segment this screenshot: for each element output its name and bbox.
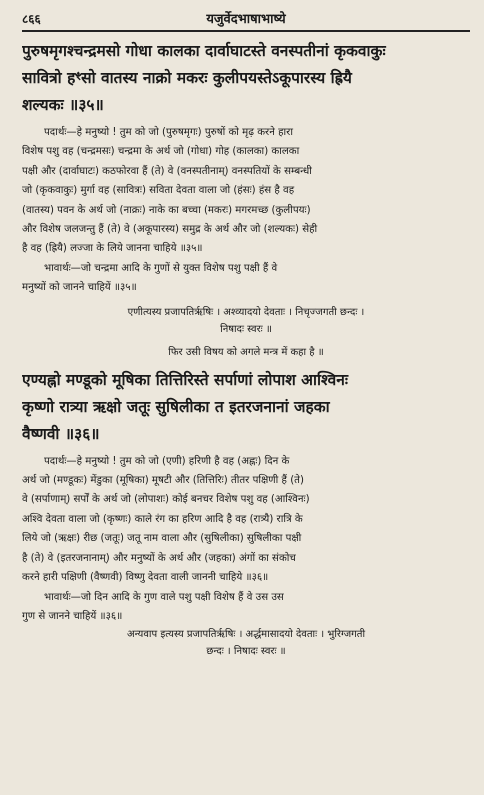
text-line: वे (सर्पाणाम्) सर्पों के अर्थ जो (लोपाशः) कोई बनचर विशेष पशु वह (आश्विनः) xyxy=(22,494,310,506)
page-header xyxy=(22,6,470,32)
text-line: पदार्थः—हे मनुष्यो ! तुम को जो (पुरुषमृगः) पुरुषों को मृढ़ करने हारा xyxy=(44,127,293,138)
text-line: पदार्थः—हे मनुष्यो ! तुम को जो (एणी) हरिणी है वह (अह्नः) दिन के xyxy=(44,455,290,467)
mantra-line: कृष्णो रात्र्या ऋक्षो जतूः सुषिलीका त इतरजनानां जहका xyxy=(22,397,330,416)
text-line: विशेष पशु वह (चन्द्रमसः) चन्द्रमा के अर्थ जो (गोधा) गोह (कालका) कालका xyxy=(22,146,300,158)
text-line: गुण से जानने चाहियें ॥३६॥ xyxy=(22,610,123,622)
svara-line: निषादः स्वरः ॥ xyxy=(220,323,272,335)
mantra-line: शल्यकः ॥३५॥ xyxy=(22,96,104,114)
text-line: मनुष्यों को जानने चाहियें ॥३५॥ xyxy=(22,282,137,294)
section-intro: फिर उसी विषय को अगले मन्त्र में कहा है ॥ xyxy=(168,346,324,358)
rishi-devata-line: एणीत्यस्य प्रजापतिर्ऋषिः । अश्व्यादयो देवताः । निचृज्जगती छन्दः । xyxy=(127,306,365,318)
mantra-line: वैष्णवी ॥३६॥ xyxy=(22,424,100,443)
text-line: है (ते) वे (इतरजनानाम्) और मनुष्यों के अर्थ और (जहका) अंगों का संकोच xyxy=(22,552,296,564)
mantra-line: एण्यह्नो मण्डूको मूषिका तित्तिरिस्ते सर्पाणां लोपाश आश्विनः xyxy=(22,370,348,389)
text-line: जो (कृकवाकुः) मुर्गा वह (सावित्रः) सविता देवता वाला जो (हंसः) हंस है वह xyxy=(22,185,295,197)
text-line: भावार्थः—जो दिन आदि के गुण वाले पशु पक्षी विशेष हैं वे उस उस xyxy=(44,591,284,603)
padartha-35 xyxy=(22,123,470,298)
text-line: और विशेष जलजन्तु हैं (ते) वे (अकूपारस्य) समुद्र के अर्थ और जो (शल्यकः) सेही xyxy=(22,224,318,236)
text-line: भावार्थः—जो चन्द्रमा आदि के गुणों से युक्त विशेष पशु पक्षी हैं वे xyxy=(44,262,278,274)
rishi-devata-line: अन्यवाप इत्यस्य प्रजापतिर्ऋषिः । अर्द्धमासादयो देवताः । भुरिग्जगती xyxy=(126,629,366,641)
svara-line: छन्दः । निषादः स्वरः ॥ xyxy=(206,646,286,658)
page-number: ८६६ xyxy=(22,11,41,26)
text-line: लिये जो (ऋक्षः) रीछ (जतूः) जतू नाम वाला और (सुषिलीका) सुषिलीका पक्षी xyxy=(22,533,302,545)
text-line: करने हारी पक्षिणी (वैष्णवी) विष्णु देवता वाली जाननी चाहिये ॥३६॥ xyxy=(22,572,269,584)
padartha-36 xyxy=(22,452,470,627)
mantra-line: पुरुषमृगश्चन्द्रमसो गोधा कालका दार्वाघाटस्ते वनस्पतीनां कृकवाकुः xyxy=(22,42,386,60)
mantra-36 xyxy=(22,367,470,448)
text-line: अश्वि देवता वाला जो (कृष्णः) काले रंग का हरिण आदि है वह (रात्र्यै) रात्रि के xyxy=(22,513,303,525)
mantra-35 xyxy=(22,38,470,119)
text-line: अर्थ जो (मण्डूकः) मेंडुका (मूषिका) मूषटी और (तित्तिरिः) तीतर पक्षिणी हैं (ते) xyxy=(22,475,304,487)
text-line: है वह (ह्रियै) लज्जा के लिये जानना चाहिये ॥३५॥ xyxy=(22,243,203,255)
text-line: (वातस्य) पवन के अर्थ जो (नाक्रः) नाके का बच्चा (मकरः) मगरमच्छ (कुलीपयः) xyxy=(22,204,311,216)
text-line: पक्षी और (दार्वाघाटः) कठफोरवा हैं (ते) वे (वनस्पतीनाम्) वनस्पतियों के सम्बन्धी xyxy=(22,165,312,177)
running-title: यजुर्वेदभाषाभाष्ये xyxy=(206,12,286,27)
mantra-line: सावित्रो हꣳसो वातस्य नाक्रो मकरः कुलीपयस्तेऽकूपारस्य ह्रियै xyxy=(22,69,352,87)
